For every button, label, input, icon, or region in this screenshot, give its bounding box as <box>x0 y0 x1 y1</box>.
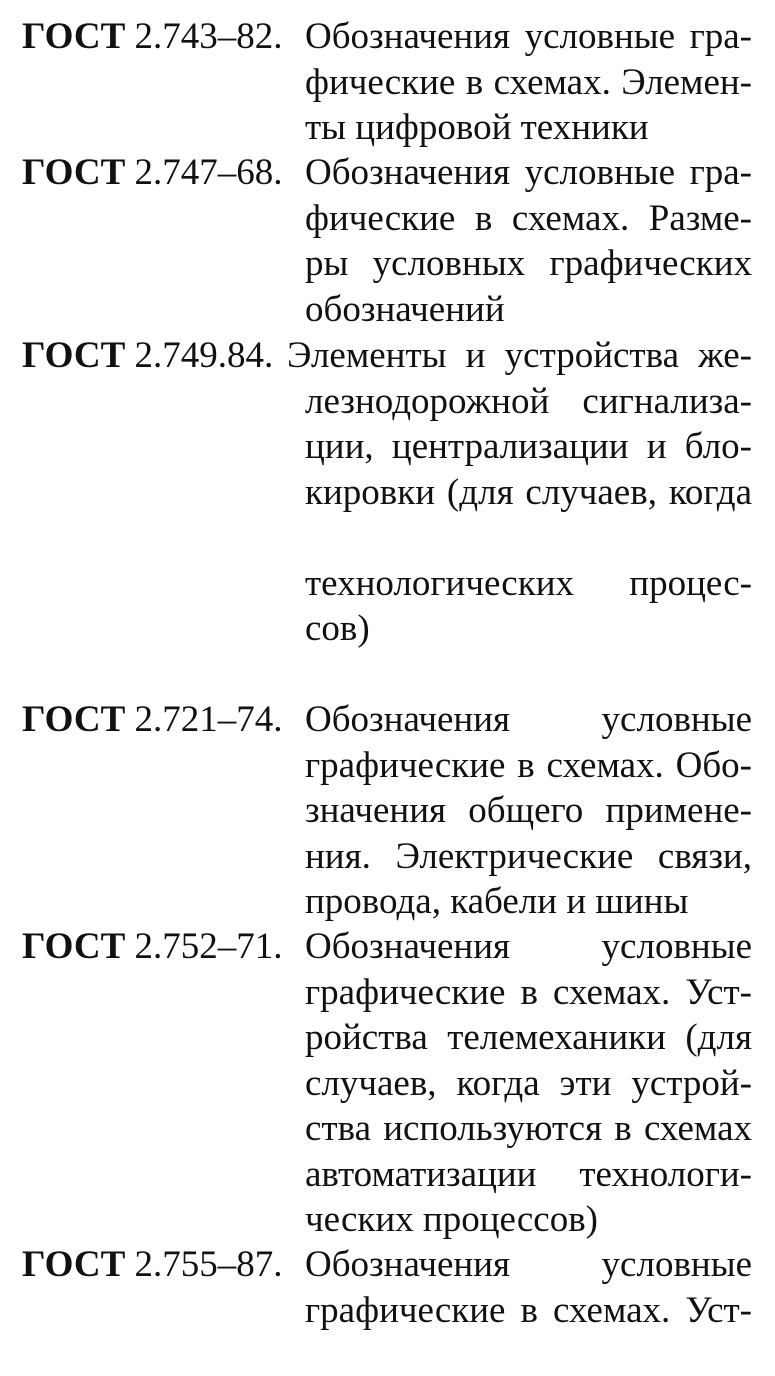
title-line: технологических процес- <box>305 562 752 604</box>
title-line: провода, кабели и шины <box>305 881 689 922</box>
gost-label: ГОСТ <box>22 152 126 193</box>
title-line: графические в схемах. Уст- <box>305 1289 752 1331</box>
gost-number: 2.743–82. <box>134 16 283 57</box>
title-line <box>305 652 752 698</box>
title-line: ры условных графических <box>305 243 752 284</box>
gost-label: ГОСТ <box>22 1244 126 1285</box>
gost-code <box>22 697 283 743</box>
gost-number: 2.747–68. <box>134 152 283 193</box>
title-line: Обозначения условные <box>305 699 752 740</box>
title-line: ства используются в схемах <box>305 1108 752 1149</box>
title-line: сов) <box>305 608 370 649</box>
title-line: графические в схемах. Обо- <box>305 744 752 786</box>
title-line: ты цифровой техники <box>305 107 649 148</box>
title-line: фические в схемах. Элемен- <box>305 61 752 103</box>
gost-code <box>22 150 283 196</box>
title-line: Обозначения условные <box>305 926 752 967</box>
title-line: лезнодорожной сигнализа- <box>305 380 752 422</box>
title-line: ческих процессов) <box>305 1199 598 1240</box>
title-line: ции, централизации и бло- <box>305 426 752 467</box>
title-line: случаев, когда эти устрой- <box>305 1062 752 1104</box>
gost-number: 2.755–87. <box>134 1244 283 1285</box>
title-line: значения общего примене- <box>305 790 752 831</box>
gost-title-continuation <box>305 379 752 698</box>
gost-label: ГОСТ <box>22 926 126 967</box>
gost-code <box>22 14 283 60</box>
gost-number: 2.721–74. <box>134 699 283 740</box>
title-line: автоматизации технологи- <box>305 1153 752 1195</box>
title-line: Обозначения условные <box>305 1244 752 1285</box>
gost-title <box>305 697 752 925</box>
gost-number: 2.749.84. <box>134 335 274 376</box>
title-line: ройства телемеханики (для <box>305 1017 752 1058</box>
title-line: кировки (для случаев, когда <box>305 471 752 513</box>
title-line: графические в схемах. Уст- <box>305 971 752 1013</box>
gost-title <box>305 14 752 151</box>
gost-label: ГОСТ <box>22 16 126 57</box>
gost-number: 2.752–71. <box>134 926 283 967</box>
gost-label: ГОСТ <box>22 335 126 376</box>
title-line: Обозначения условные гра- <box>305 152 752 193</box>
gost-code <box>22 924 283 970</box>
title-line <box>305 515 752 561</box>
gost-code <box>22 333 273 379</box>
gost-title <box>305 924 752 1243</box>
title-line: ния. Электрические связи, <box>305 835 752 877</box>
gost-code <box>22 1242 283 1288</box>
title-line: Обозначения условные гра- <box>305 16 752 57</box>
gost-title <box>287 333 752 379</box>
gost-title <box>305 1242 752 1333</box>
title-line: обозначений <box>305 288 505 330</box>
gost-title <box>305 150 752 332</box>
gost-label: ГОСТ <box>22 699 126 740</box>
title-line: фические в схемах. Разме- <box>305 197 752 239</box>
title-line: Элементы и устройства же- <box>287 335 752 376</box>
